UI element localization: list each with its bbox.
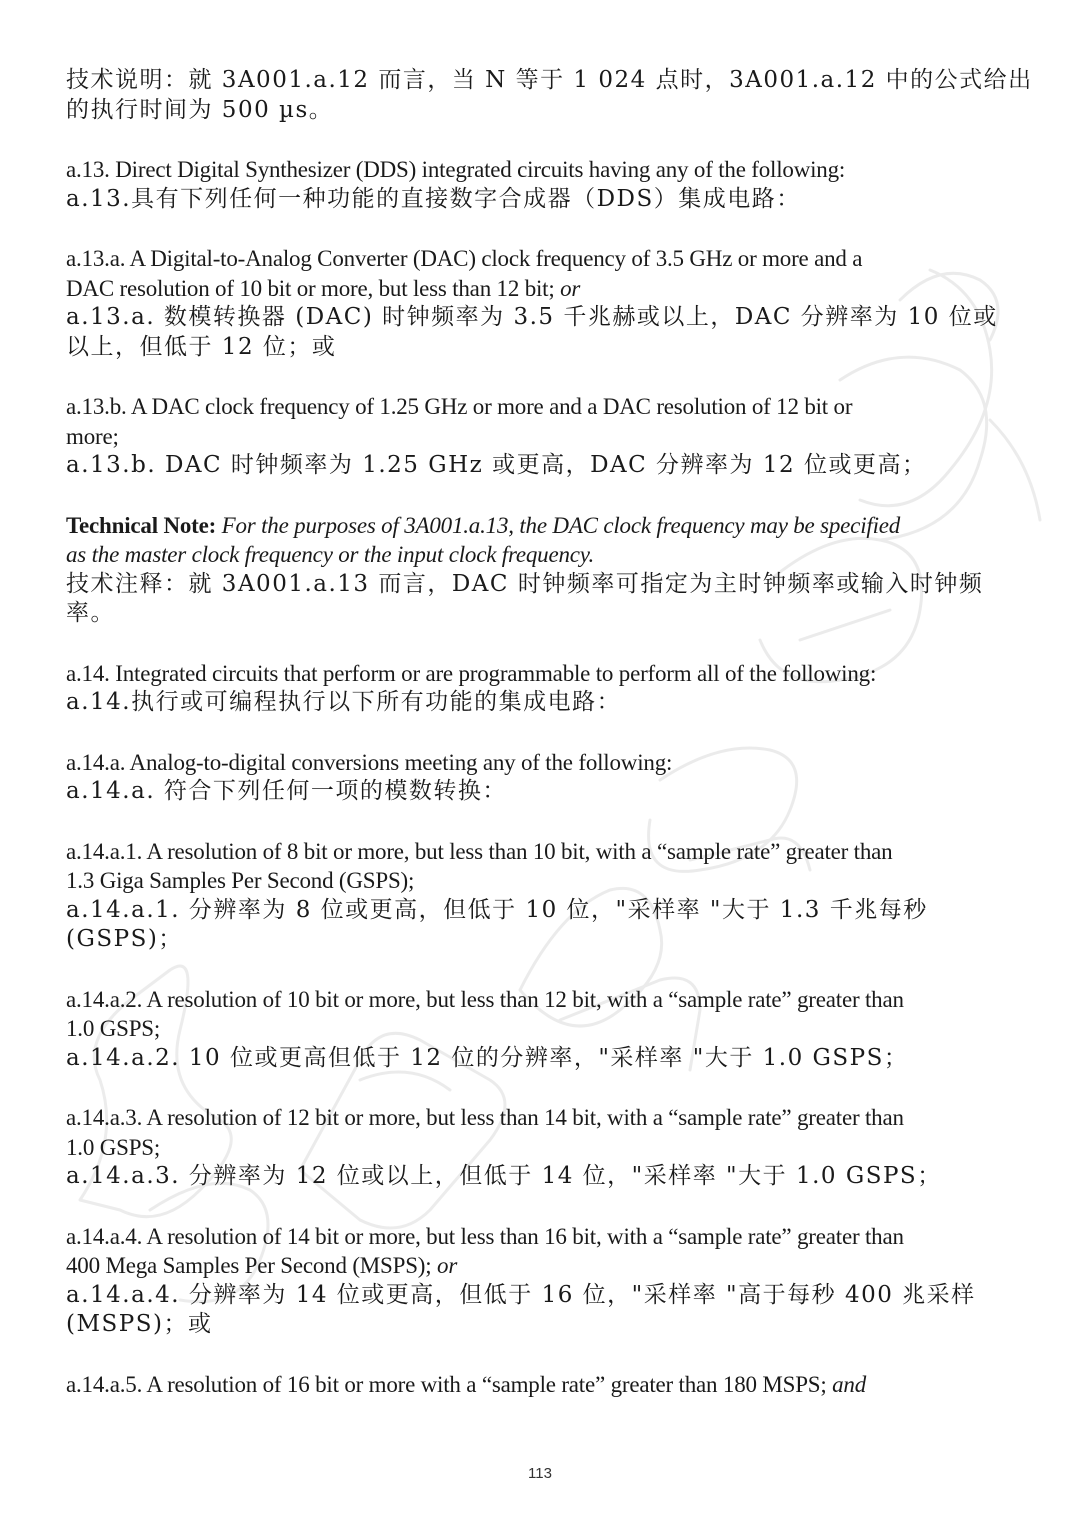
paragraph-block: [66, 66, 1033, 125]
chinese-text-line: [66, 925, 1016, 955]
english-text-line: [66, 511, 1016, 541]
text-segment: a.13.b. DAC 时钟频率为 1.25 GHz 或更高，DAC 分辨率为 12 位或更高；: [66, 452, 927, 478]
text-segment: a.14.a.2. A resolution of 10 bit or more, but less than 12 bit, with a “sample rate” greater than: [66, 986, 904, 1012]
text-segment: a.14.a.1. A resolution of 8 bit or more, but less than 10 bit, with a “sample rate” greater than: [66, 838, 893, 864]
chinese-text-line: [66, 570, 1016, 600]
text-segment: a.14.a.3. 分辨率为 12 位或以上，但低于 14 位，"采样率 "大于 1.0 GSPS；: [66, 1163, 942, 1189]
chinese-text-line: [66, 599, 1016, 629]
chinese-text-line: [66, 688, 1016, 718]
english-text-line: [66, 748, 1016, 778]
chinese-text-line: [66, 451, 1016, 481]
text-segment: a.13.a. 数模转换器 (DAC) 时钟频率为 3.5 千兆赫或以上，DAC 分辨率为 10 位或: [66, 304, 998, 330]
text-segment: a.14.a.5. A resolution of 16 bit or more with a “sample rate” greater than 180 MSPS;: [66, 1371, 833, 1397]
text-segment: a.13.a. A Digital-to-Analog Converter (DAC) clock frequency of 3.5 GHz or more and a: [66, 246, 863, 271]
english-text-line: [66, 422, 1016, 452]
chinese-text-line: [66, 185, 1016, 215]
chinese-text-line: [66, 1162, 1016, 1192]
text-segment: a.14.a.1. 分辨率为 8 位或更高，但低于 10 位，"采样率 "大于 1.3 千兆每秒: [66, 896, 928, 923]
paragraph-block: [66, 244, 1016, 362]
chinese-text-line: [66, 66, 1033, 96]
english-text-line: [66, 244, 1016, 274]
english-text-line: [66, 1014, 1016, 1044]
paragraph-block: [66, 837, 1016, 955]
note-label: Technical Note:: [66, 512, 217, 538]
chinese-text-line: [66, 896, 1016, 926]
text-segment: (MSPS)；或: [66, 1311, 213, 1337]
text-segment: a.14. Integrated circuits that perform or are programmable to perform all of the following:: [66, 660, 877, 686]
text-segment: a.14.a. Analog-to-digital conversions meeting any of the following:: [66, 749, 673, 775]
text-segment: a.14.执行或可编程执行以下所有功能的集成电路：: [66, 689, 622, 715]
text-segment: DAC resolution of 10 bit or more, but less than 12 bit;: [66, 275, 561, 301]
text-segment: as the master clock frequency or the input clock frequency.: [66, 542, 595, 567]
paragraph-block: [66, 1370, 1016, 1400]
english-text-line: [66, 837, 1016, 867]
text-segment: 技术注释：就 3A001.a.13 而言，DAC 时钟频率可指定为主时钟频率或输入时钟频: [66, 570, 984, 597]
text-segment: 以上，但低于 12 位；或: [66, 333, 337, 360]
text-segment: 的执行时间为 500 µs。: [66, 96, 334, 123]
english-text-line: [66, 1133, 1016, 1163]
english-text-line: [66, 659, 1016, 689]
paragraph-block: [66, 511, 1016, 629]
text-segment: (GSPS)；: [66, 926, 183, 952]
chinese-text-line: [66, 303, 1016, 333]
text-segment: or: [560, 275, 581, 301]
paragraph-block: [66, 1103, 1016, 1192]
text-segment: a.14.a.4. A resolution of 14 bit or more, but less than 16 bit, with a “sample rate” greater than: [66, 1223, 904, 1249]
text-segment: or: [437, 1253, 458, 1278]
text-segment: 1.0 GSPS;: [66, 1134, 161, 1160]
text-segment: 技术说明：就 3A001.a.12 而言，当 N 等于 1 024 点时，3A001.a.12 中的公式给出: [66, 67, 1033, 93]
paragraph-block: [66, 155, 1016, 214]
text-segment: a.13.b. A DAC clock frequency of 1.25 GHz or more and a DAC resolution of 12 bit or: [66, 394, 853, 419]
paragraph-block: [66, 1222, 1016, 1340]
paragraph-block: [66, 659, 1016, 718]
chinese-text-line: [66, 1281, 1016, 1311]
chinese-text-line: [66, 333, 1016, 363]
chinese-text-line: [66, 96, 1016, 126]
english-text-line: [66, 540, 1016, 570]
paragraph-block: [66, 748, 1016, 807]
english-text-line: [66, 1370, 1016, 1400]
text-segment: a.14.a. 符合下列任何一项的模数转换：: [66, 778, 507, 804]
english-text-line: [66, 155, 1016, 185]
text-segment: 率。: [66, 600, 115, 626]
english-text-line: [66, 274, 1016, 304]
text-segment: For the purposes of 3A001.a.13, the DAC clock frequency may be specified: [216, 512, 901, 538]
chinese-text-line: [66, 1044, 1016, 1074]
text-segment: and: [832, 1371, 867, 1397]
paragraph-block: [66, 392, 1016, 481]
text-segment: 1.0 GSPS;: [66, 1016, 161, 1041]
text-segment: a.14.a.2. 10 位或更高但低于 12 位的分辨率，"采样率 "大于 1.0 GSPS；: [66, 1044, 909, 1071]
text-segment: 400 Mega Samples Per Second (MSPS);: [66, 1253, 438, 1278]
text-segment: a.14.a.4. 分辨率为 14 位或更高，但低于 16 位，"采样率 "高于每秒 400 兆采样: [66, 1281, 976, 1308]
chinese-text-line: [66, 1310, 1016, 1340]
paragraph-block: [66, 985, 1016, 1074]
english-text-line: [66, 866, 1016, 896]
page-number: 113: [528, 1465, 552, 1482]
text-segment: a.14.a.3. A resolution of 12 bit or more, but less than 14 bit, with a “sample rate” greater than: [66, 1105, 904, 1130]
english-text-line: [66, 392, 1016, 422]
english-text-line: [66, 1222, 1016, 1252]
english-text-line: [66, 985, 1016, 1015]
text-segment: a.13. Direct Digital Synthesizer (DDS) integrated circuits having any of the following:: [66, 157, 846, 182]
english-text-line: [66, 1103, 1016, 1133]
chinese-text-line: [66, 777, 1016, 807]
text-segment: more;: [66, 423, 119, 449]
english-text-line: [66, 1251, 1016, 1281]
text-segment: a.13.具有下列任何一种功能的直接数字合成器（DDS）集成电路：: [66, 185, 801, 212]
document-body: [66, 66, 1033, 1429]
text-segment: 1.3 Giga Samples Per Second (GSPS);: [66, 868, 415, 893]
